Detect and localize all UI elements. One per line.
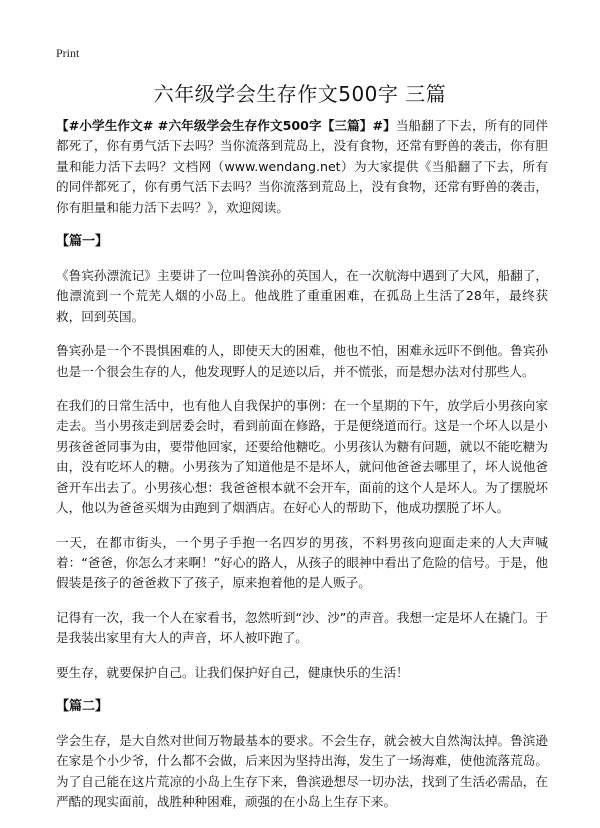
category-tags: 【#小学生作文# #六年级学会生存作文500字【三篇】#】 (56, 118, 396, 133)
intro-text: 当船翻了下去，所有的同伴都死了，你有勇气活下去吗？当你流落到荒岛上，没有食物，还常有野兽的袭击，你有胆量和能力活下去吗？文档网（www.wendang.net）为大家提供《当船翻了下去，所有的同伴都死了，你有勇气活下去吗？当你流落到荒岛上，没有食物，还常有野兽的袭击，你有胆量和能力活下去吗？》，欢迎阅读。 (56, 118, 548, 215)
section-1-paragraph-4: 一天，在都市街头，一个男子手抱一名四岁的男孩，不料男孩向迎面走来的人大声喊着：“爸爸，你怎么才来啊！”好心的路人，从孩子的眼神中看出了危险的信号。于是，他假装是孩子的爸爸救下了孩子，原来抱着他的是人贩子。 (56, 534, 548, 591)
section-1-paragraph-3: 在我们的日常生活中，也有他人自我保护的事例：在一个星期的下午，放学后小男孩向家走去。当小男孩走到居委会时，看到前面在修路，于是便绕道而行。这是一个坏人以是小男孩爸爸同事为由，要带他回家，还要给他糖吃。小男孩认为糖有问题，就以不能吃糖为由，没有吃坏人的糖。小男孩为了知道他是不是坏人，就问他爸爸去哪里了，坏人说他爸爸开车出去了。小男孩心想：我爸爸根本就不会开车，面前的这个人是坏人。为了摆脱坏人，他以为爸爸买烟为由跑到了烟酒店。在好心人的帮助下，他成功摆脱了坏人。 (56, 398, 548, 516)
page-title: 六年级学会生存作文500字 三篇 (153, 82, 447, 106)
section-2-paragraph-1: 学会生存，是大自然对世间万物最基本的要求。不会生存，就会被大自然淘汰掉。鲁滨逊在家是个小少爷，什么都不会做，后来因为坚持出海，发生了一场海难，使他流落荒岛。为了自己能在这片荒凉的小岛上生存下来，鲁滨逊想尽一切办法，找到了生活必需品，在严酷的现实面前，战胜种种困难，顽强的在小岛上生存下来。 (56, 732, 548, 810)
section-1-paragraph-5: 记得有一次，我一个人在家看书，忽然听到“沙、沙”的声音。我想一定是坏人在撬门。于是我装出家里有大人的声音，坏人被吓跑了。 (56, 609, 548, 646)
section-1-paragraph-6: 要生存，就要保护自己。让我们保护好自己，健康快乐的生活！ (56, 664, 409, 680)
section-heading-1: 【篇一】 (56, 234, 109, 250)
article-body (56, 116, 548, 827)
print-link[interactable]: Print (56, 46, 80, 60)
section-1-paragraph-2: 鲁宾孙是一个不畏惧困难的人，即使天大的困难，他也不怕，困难永远吓不倒他。鲁宾孙也是一个很会生存的人，他发现野人的足迹以后，并不慌张，而是想办法对付那些人。 (56, 343, 548, 379)
section-1-paragraph-1: 《鲁宾孙漂流记》主要讲了一位叫鲁滨孙的英国人，在一次航海中遇到了大风，船翻了，他漂流到一个荒芜人烟的小岛上。他战胜了重重困难，在孤岛上生活了28年，最终获救，回到英国。 (56, 268, 548, 324)
section-heading-2: 【篇二】 (56, 698, 109, 714)
intro-paragraph (56, 116, 548, 218)
